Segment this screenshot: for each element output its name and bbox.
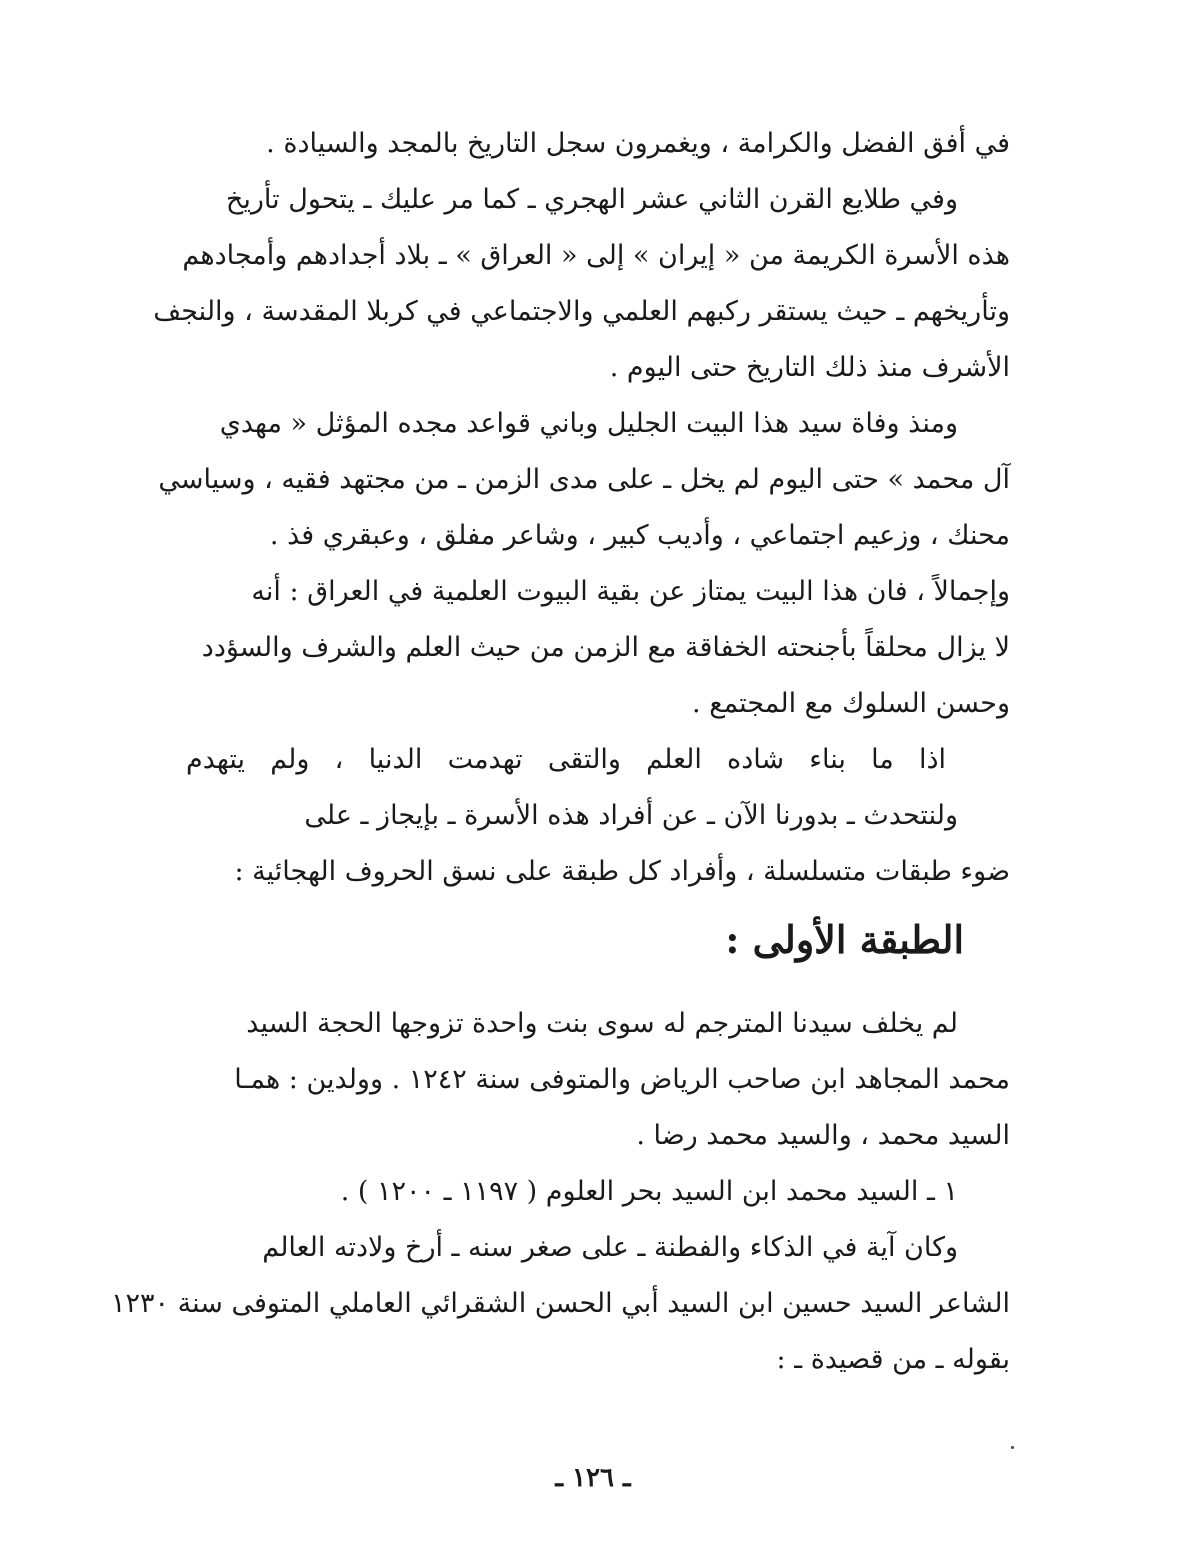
text-line: الأشرف منذ ذلك التاريخ حتى اليوم . xyxy=(609,352,1010,383)
text-line: ومنذ وفاة سيد هذا البيت الجليل وباني قواعد مجده المؤثل « مهدي xyxy=(219,408,958,439)
text-line: لم يخلف سيدنا المترجم له سوى بنت واحدة تزوجها الحجة السيد xyxy=(246,1008,958,1039)
text-line: بقوله ـ من قصيدة ـ : xyxy=(776,1344,1010,1375)
section-heading: الطبقة الأولى : xyxy=(725,917,964,962)
body-text-lower xyxy=(111,996,1010,1388)
text-line: وفي طلايع القرن الثاني عشر الهجري ـ كما مر عليك ـ يتحول تأريخ xyxy=(225,184,958,215)
text-line: وتأريخهم ـ حيث يستقر ركبهم العلمي والاجتماعي في كربلا المقدسة ، والنجف xyxy=(153,296,1010,327)
verse-line: اذا ما بناء شاده العلم والتقى تهدمت الدنيا ، ولم يتهدم xyxy=(186,744,946,775)
text-line: في أفق الفضل والكرامة ، ويغمرون سجل التاريخ بالمجد والسيادة . xyxy=(266,128,1010,159)
text-line: الشاعر السيد حسين ابن السيد أبي الحسن الشقرائي العاملي المتوفى سنة ١٢٣٠ xyxy=(111,1288,1010,1319)
text-line: لا يزال محلقاً بأجنحته الخفاقة مع الزمن من حيث العلم والشرف والسؤدد xyxy=(201,632,1010,663)
text-line: آل محمد » حتى اليوم لم يخل ـ على مدى الزمن ـ من مجتهد فقيه ، وسياسي xyxy=(158,464,1010,495)
text-line: السيد محمد ، والسيد محمد رضا . xyxy=(636,1120,1010,1151)
text-line: ١ ـ السيد محمد ابن السيد بحر العلوم ( ١١٩٧ ـ ١٢٠٠ ) . xyxy=(340,1176,958,1207)
text-line: ولنتحدث ـ بدورنا الآن ـ عن أفراد هذه الأسرة ـ بإيجاز ـ على xyxy=(304,800,958,831)
text-line: هذه الأسرة الكريمة من « إيران » إلى « العراق » ـ بلاد أجدادهم وأمجادهم xyxy=(182,240,1010,271)
text-line: وكان آية في الذكاء والفطنة ـ على صغر سنه ـ أرخ ولادته العالم xyxy=(262,1232,958,1263)
body-text-upper xyxy=(153,116,1010,900)
text-line: وحسن السلوك مع المجتمع . xyxy=(692,688,1010,719)
text-line: وإجمالاً ، فان هذا البيت يمتاز عن بقية البيوت العلمية في العراق : أنه xyxy=(251,576,1010,607)
page-speck xyxy=(1011,1446,1014,1449)
page-number: ـ ١٢٦ ـ xyxy=(555,1463,631,1493)
text-line: محمد المجاهد ابن صاحب الرياض والمتوفى سنة ١٢٤٢ . وولدين : همـا xyxy=(234,1064,1010,1095)
text-line: محنك ، وزعيم اجتماعي ، وأديب كبير ، وشاعر مفلق ، وعبقري فذ . xyxy=(269,520,1010,551)
text-line: ضوء طبقات متسلسلة ، وأفراد كل طبقة على نسق الحروف الهجائية : xyxy=(234,856,1010,887)
